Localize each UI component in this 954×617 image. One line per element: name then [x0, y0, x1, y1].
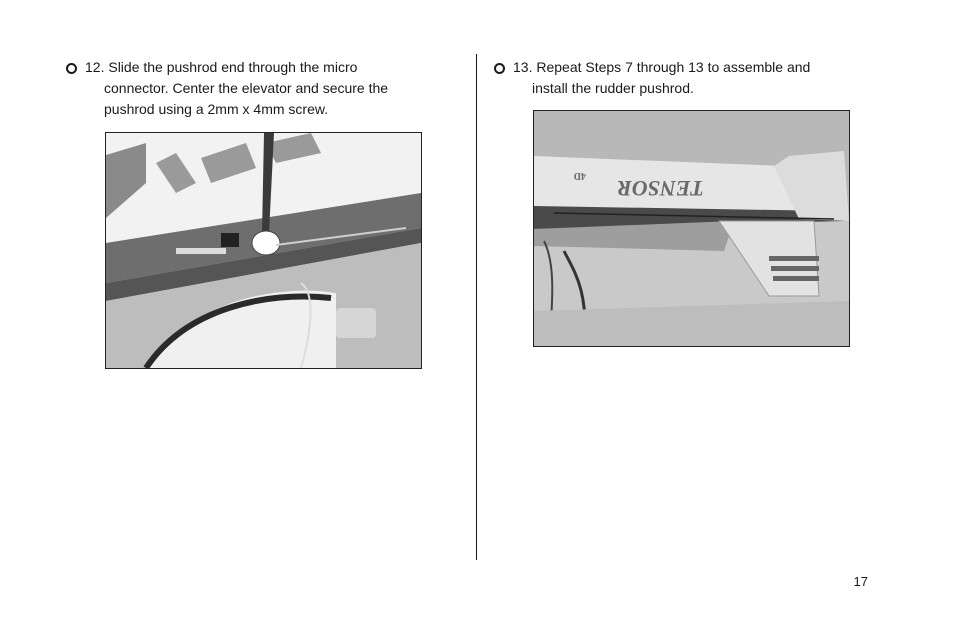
- checkbox-circle-icon: [494, 63, 505, 74]
- step-12: [66, 57, 388, 120]
- step-12-line-1: 12. Slide the pushrod end through the micro: [85, 59, 358, 75]
- column-divider: [476, 54, 477, 560]
- step-13: [494, 57, 810, 99]
- photo-pushrod-connector-image: [106, 133, 421, 368]
- fuselage-lettering-suffix: 4D: [573, 170, 586, 181]
- checkbox-circle-icon: [66, 63, 77, 74]
- step-13-line-2: install the rudder pushrod.: [532, 80, 694, 96]
- fuselage-lettering: TENSOR: [617, 176, 704, 201]
- step-12-line-3: pushrod using a 2mm x 4mm screw.: [104, 101, 329, 117]
- page-number: 17: [853, 574, 868, 589]
- step-12-line-2: connector. Center the elevator and secure the: [104, 80, 389, 96]
- photo-rudder-pushrod: [533, 110, 850, 347]
- step-13-first-line: [494, 57, 810, 78]
- photo-rudder-pushrod-image: [534, 111, 849, 346]
- photo-pushrod-connector: [105, 132, 422, 369]
- step-13-line-1: 13. Repeat Steps 7 through 13 to assemble and: [513, 59, 811, 75]
- step-12-first-line: [66, 57, 388, 78]
